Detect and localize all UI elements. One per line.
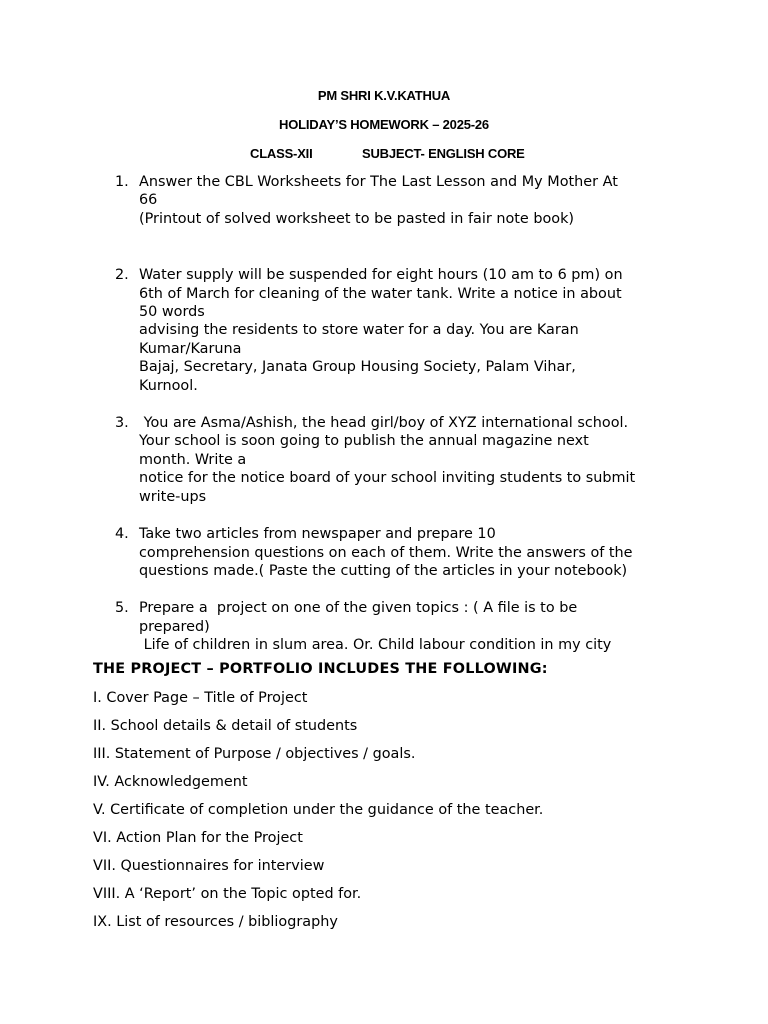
homework-line: You are Asma/Ashish, the head girl/boy of XYZ international school. (139, 415, 629, 432)
document-title: HOLIDAY’S HOMEWORK – 2025-26 (279, 117, 489, 132)
portfolio-item: VII. Questionnaires for interview (93, 858, 325, 874)
homework-item-2 (115, 266, 679, 395)
homework-item-3 (115, 414, 679, 506)
homework-list (0, 173, 768, 655)
homework-line: prepared) (139, 618, 210, 635)
homework-item-1 (115, 173, 679, 228)
homework-line: Take two articles from newspaper and prepare 10 (139, 526, 496, 543)
homework-number: 2. (115, 267, 129, 284)
homework-line: Water supply will be suspended for eight hours (10 am to 6 pm) on (139, 267, 623, 284)
portfolio-item: I. Cover Page – Title of Project (93, 690, 308, 706)
homework-number: 5. (115, 600, 129, 617)
homework-line: (Printout of solved worksheet to be pasted in fair note book) (139, 210, 575, 227)
homework-line: 6th of March for cleaning of the water tank. Write a notice in about (139, 285, 622, 302)
homework-line: Kurnool. (139, 377, 198, 394)
subject-label: SUBJECT- ENGLISH CORE (362, 146, 525, 161)
homework-number: 3. (115, 415, 129, 432)
homework-line: notice for the notice board of your school inviting students to submit (139, 470, 636, 487)
homework-line: Life of children in slum area. Or. Child labour condition in my city (139, 637, 612, 654)
portfolio-item: IX. List of resources / bibliography (93, 914, 338, 930)
homework-line: month. Write a (139, 451, 247, 468)
homework-number: 1. (115, 174, 129, 190)
homework-line: write-ups (139, 488, 207, 505)
homework-line: questions made.( Paste the cutting of the articles in your notebook) (139, 562, 628, 579)
school-name: PM SHRI K.V.KATHUA (317, 88, 451, 103)
portfolio-item: II. School details & detail of students (93, 718, 358, 734)
portfolio-item: V. Certificate of completion under the guidance of the teacher. (93, 802, 544, 818)
homework-item-4 (115, 525, 679, 580)
portfolio-item: VI. Action Plan for the Project (93, 830, 303, 846)
homework-line: Answer the CBL Worksheets for The Last Lesson and My Mother At (139, 174, 618, 190)
homework-number: 4. (115, 526, 129, 543)
portfolio-heading: THE PROJECT – PORTFOLIO INCLUDES THE FOLLOWING: (93, 661, 548, 677)
homework-line: advising the residents to store water for a day. You are Karan (139, 322, 579, 339)
homework-line: Your school is soon going to publish the annual magazine next (139, 433, 589, 450)
class-label: CLASS-XII (250, 146, 313, 161)
homework-item-5 (115, 599, 679, 654)
homework-line: comprehension questions on each of them. Write the answers of the (139, 544, 633, 561)
homework-line: 50 words (139, 304, 205, 321)
homework-line: Bajaj, Secretary, Janata Group Housing Society, Palam Vihar, (139, 359, 576, 376)
homework-line: Kumar/Karuna (139, 340, 242, 357)
portfolio-item: VIII. A ‘Report’ on the Topic opted for. (93, 886, 362, 902)
portfolio-item: IV. Acknowledgement (93, 774, 248, 790)
portfolio-item: III. Statement of Purpose / objectives / goals. (93, 746, 416, 762)
homework-line: 66 (139, 192, 158, 209)
homework-line: Prepare a project on one of the given topics : ( A file is to be (139, 600, 578, 617)
